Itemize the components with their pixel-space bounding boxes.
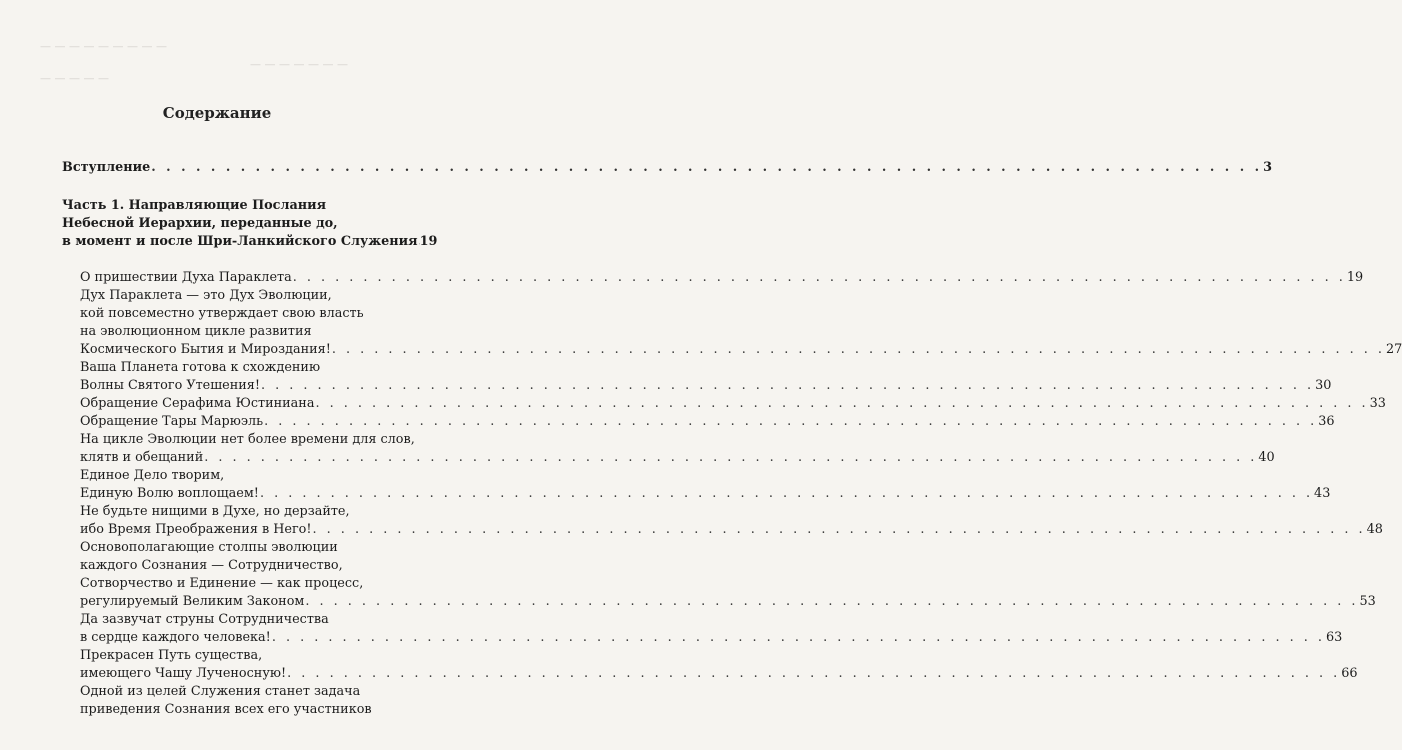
reverse-side-bleed: — — — — — — — — [250, 58, 348, 71]
toc-entry-line: Дух Параклета — это Дух Эволюции, — [80, 288, 332, 303]
toc-entry-title: ибо Время Преображения в Него! — [80, 522, 312, 537]
toc-entry-page: 40 — [1258, 450, 1275, 465]
toc-entry-page: 3 — [1263, 160, 1272, 175]
page-title: Содержание — [162, 104, 272, 122]
toc-part-title-line: Небесной Иерархии, переданные до, — [62, 216, 338, 231]
toc-entry[interactable] — [80, 594, 1376, 610]
leader-dots — [312, 522, 1367, 538]
toc-entry[interactable] — [80, 522, 1383, 538]
toc-entry[interactable] — [80, 666, 1358, 682]
toc-entry-title: в сердце каждого человека! — [80, 630, 271, 645]
leader-dots — [203, 450, 1258, 466]
toc-entry-title: О пришествии Духа Параклета — [80, 270, 292, 285]
toc-entry-line: На цикле Эволюции нет более времени для слов, — [80, 432, 415, 447]
reverse-side-bleed: — — — — — — [40, 72, 109, 85]
toc-entry-title: Космического Бытия и Мироздания! — [80, 342, 331, 357]
toc-entry-title: клятв и обещаний — [80, 450, 204, 465]
toc-entry-line: приведения Сознания всех его участников — [80, 702, 372, 717]
toc-entry-page: 19 — [1346, 270, 1364, 285]
toc-entry-title: в момент и после Шри-Ланкийского Служения — [62, 234, 418, 249]
toc-entry-line: Одной из целей Служения станет задача — [80, 684, 361, 699]
leader-dots — [150, 160, 1263, 176]
toc-entry-page: 33 — [1369, 396, 1386, 411]
toc-entry-line: Сотворчество и Единение — как процесс, — [80, 576, 364, 591]
toc-entry-page: 27 — [1385, 342, 1402, 357]
reverse-side-bleed: — — — — — — — — — — [40, 40, 167, 53]
toc-entry-line: Да зазвучат струны Сотрудничества — [80, 612, 329, 627]
leader-dots — [271, 630, 1326, 646]
toc-entry-line: Единое Дело творим, — [80, 468, 225, 483]
toc-entry-title: Обращение Тары Марюэль — [80, 414, 264, 429]
toc-part-title-line: Часть 1. Направляющие Послания — [62, 198, 327, 213]
toc-entry-title: Обращение Серафима Юстиниана — [80, 396, 315, 411]
leader-dots — [260, 378, 1315, 394]
toc-entry-intro[interactable] — [62, 160, 1272, 176]
toc-entry-page: 19 — [419, 234, 438, 249]
toc-entry-line: каждого Сознания — Сотрудничество, — [80, 558, 343, 573]
toc-entry-title: Единую Волю воплощаем! — [80, 486, 259, 501]
leader-dots — [263, 414, 1318, 430]
leader-dots — [304, 594, 1359, 610]
toc-entry-line: Ваша Планета готова к схождению — [80, 360, 321, 375]
toc-entry-page: 30 — [1315, 378, 1332, 393]
toc-entry-line: Прекрасен Путь существа, — [80, 648, 263, 663]
toc-entry[interactable] — [80, 486, 1331, 502]
toc-entry-page: 48 — [1366, 522, 1383, 537]
toc-entry-line: кой повсеместно утверждает свою власть — [80, 306, 364, 321]
toc-entry-title: имеющего Чашу Лученосную! — [80, 666, 287, 681]
toc-entry-page: 63 — [1325, 630, 1343, 645]
toc-entry[interactable] — [80, 630, 1343, 646]
leader-dots — [314, 396, 1369, 412]
toc-entry-title: Вступление — [62, 160, 151, 175]
toc-entry-page: 43 — [1314, 486, 1331, 501]
leader-dots — [286, 666, 1341, 682]
toc-entry-line: Не будьте нищими в Духе, но дерзайте, — [80, 504, 350, 519]
toc-entry-page: 36 — [1318, 414, 1335, 429]
toc-entry[interactable] — [80, 378, 1332, 394]
toc-entry-page: 66 — [1341, 666, 1358, 681]
leader-dots — [292, 270, 1347, 286]
toc-entry[interactable] — [80, 270, 1364, 286]
toc-entry-line: Основополагающие столпы эволюции — [80, 540, 338, 555]
toc-entry-title: регулируемый Великим Законом — [80, 594, 305, 609]
toc-entry-part1[interactable] — [62, 234, 438, 250]
toc-entry[interactable] — [80, 450, 1275, 466]
leader-dots — [259, 486, 1314, 502]
leader-dots — [331, 342, 1386, 358]
toc-entry[interactable] — [80, 414, 1335, 430]
toc-entry-line: на эволюционном цикле развития — [80, 324, 312, 339]
toc-entry-title: Волны Святого Утешения! — [80, 378, 260, 393]
toc-entry-page: 53 — [1359, 594, 1376, 609]
toc-entry[interactable] — [80, 396, 1386, 412]
toc-entry[interactable] — [80, 342, 1402, 358]
